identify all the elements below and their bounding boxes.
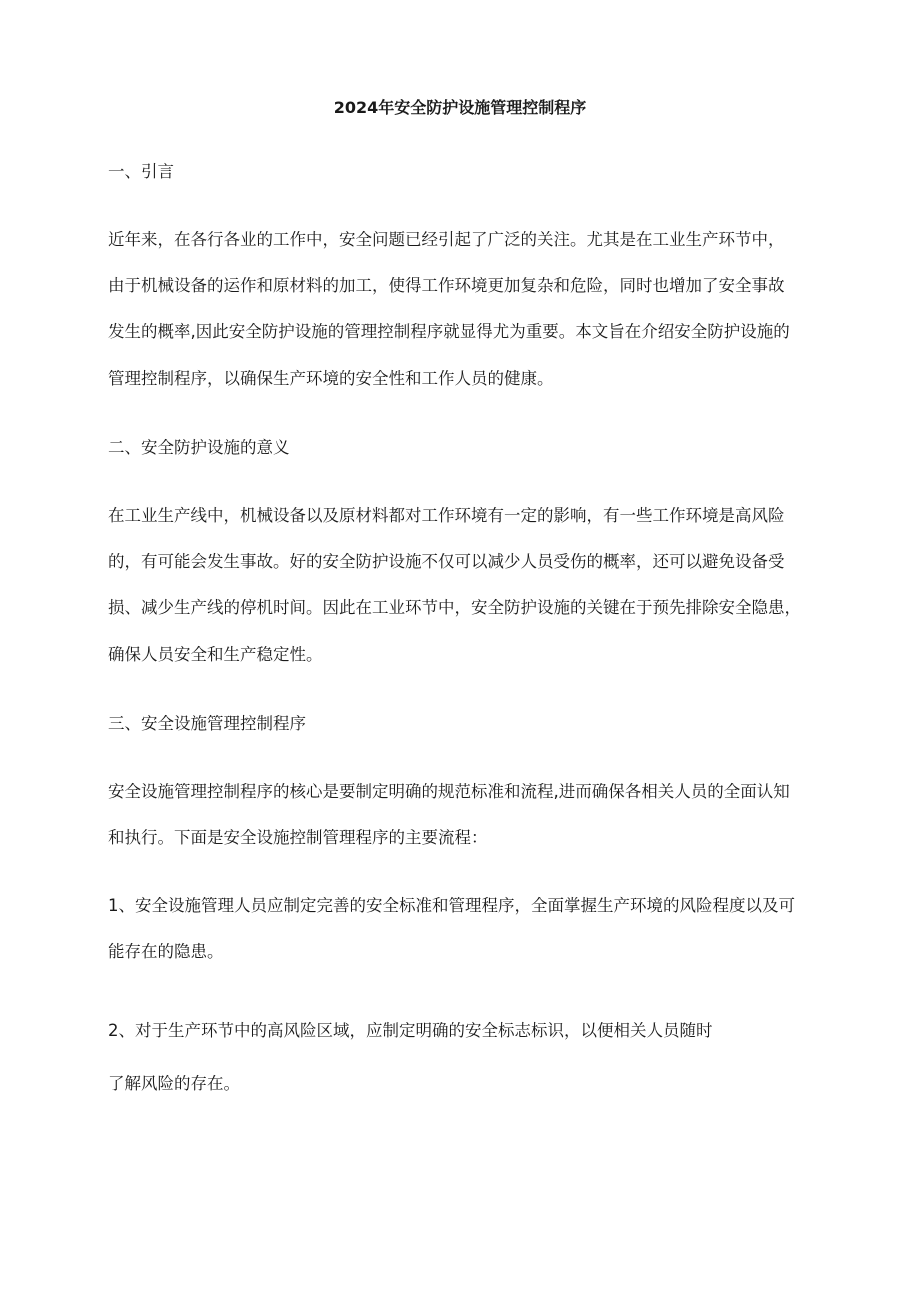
paragraph-line: 损、减少生产线的停机时间。因此在工业环节中，安全防护设施的关键在于预先排除安全隐患， (108, 598, 801, 617)
section-heading-intro: 一、引言 (108, 162, 174, 181)
paragraph-line: 确保人员安全和生产稳定性。 (108, 645, 323, 664)
paragraph-line: 发生的概率,因此安全防护设施的管理控制程序就显得尤为重要。本文旨在介绍安全防护设施的 (108, 322, 790, 341)
paragraph-line: 的，有可能会发生事故。好的安全防护设施不仅可以减少人员受伤的概率，还可以避免设备受 (108, 552, 785, 571)
paragraph-line: 由于机械设备的运作和原材料的加工，使得工作环境更加复杂和危险，同时也增加了安全事故 (108, 276, 785, 295)
list-item-line: 2、对于生产环节中的高风险区域，应制定明确的安全标志标识，以便相关人员随时 (108, 1021, 713, 1040)
paragraph-line: 管理控制程序，以确保生产环境的安全性和工作人员的健康。 (108, 369, 554, 388)
paragraph-line: 近年来，在各行各业的工作中，安全问题已经引起了广泛的关注。尤其是在工业生产环节中， (108, 230, 785, 249)
section-heading-procedure: 三、安全设施管理控制程序 (108, 714, 306, 733)
paragraph-line: 在工业生产线中，机械设备以及原材料都对工作环境有一定的影响，有一些工作环境是高风险 (108, 506, 785, 525)
section-heading-significance: 二、安全防护设施的意义 (108, 438, 290, 457)
list-item-line: 1、安全设施管理人员应制定完善的安全标准和管理程序，全面掌握生产环境的风险程度以及可 (108, 896, 795, 915)
paragraph-line: 安全设施管理控制程序的核心是要制定明确的规范标准和流程,进而确保各相关人员的全面认知 (108, 782, 790, 801)
list-item-line: 能存在的隐患。 (108, 942, 224, 961)
paragraph-line: 和执行。下面是安全设施控制管理程序的主要流程： (108, 828, 488, 847)
list-item-line: 了解风险的存在。 (108, 1074, 240, 1093)
document-title: 2024年安全防护设施管理控制程序 (333, 98, 587, 117)
